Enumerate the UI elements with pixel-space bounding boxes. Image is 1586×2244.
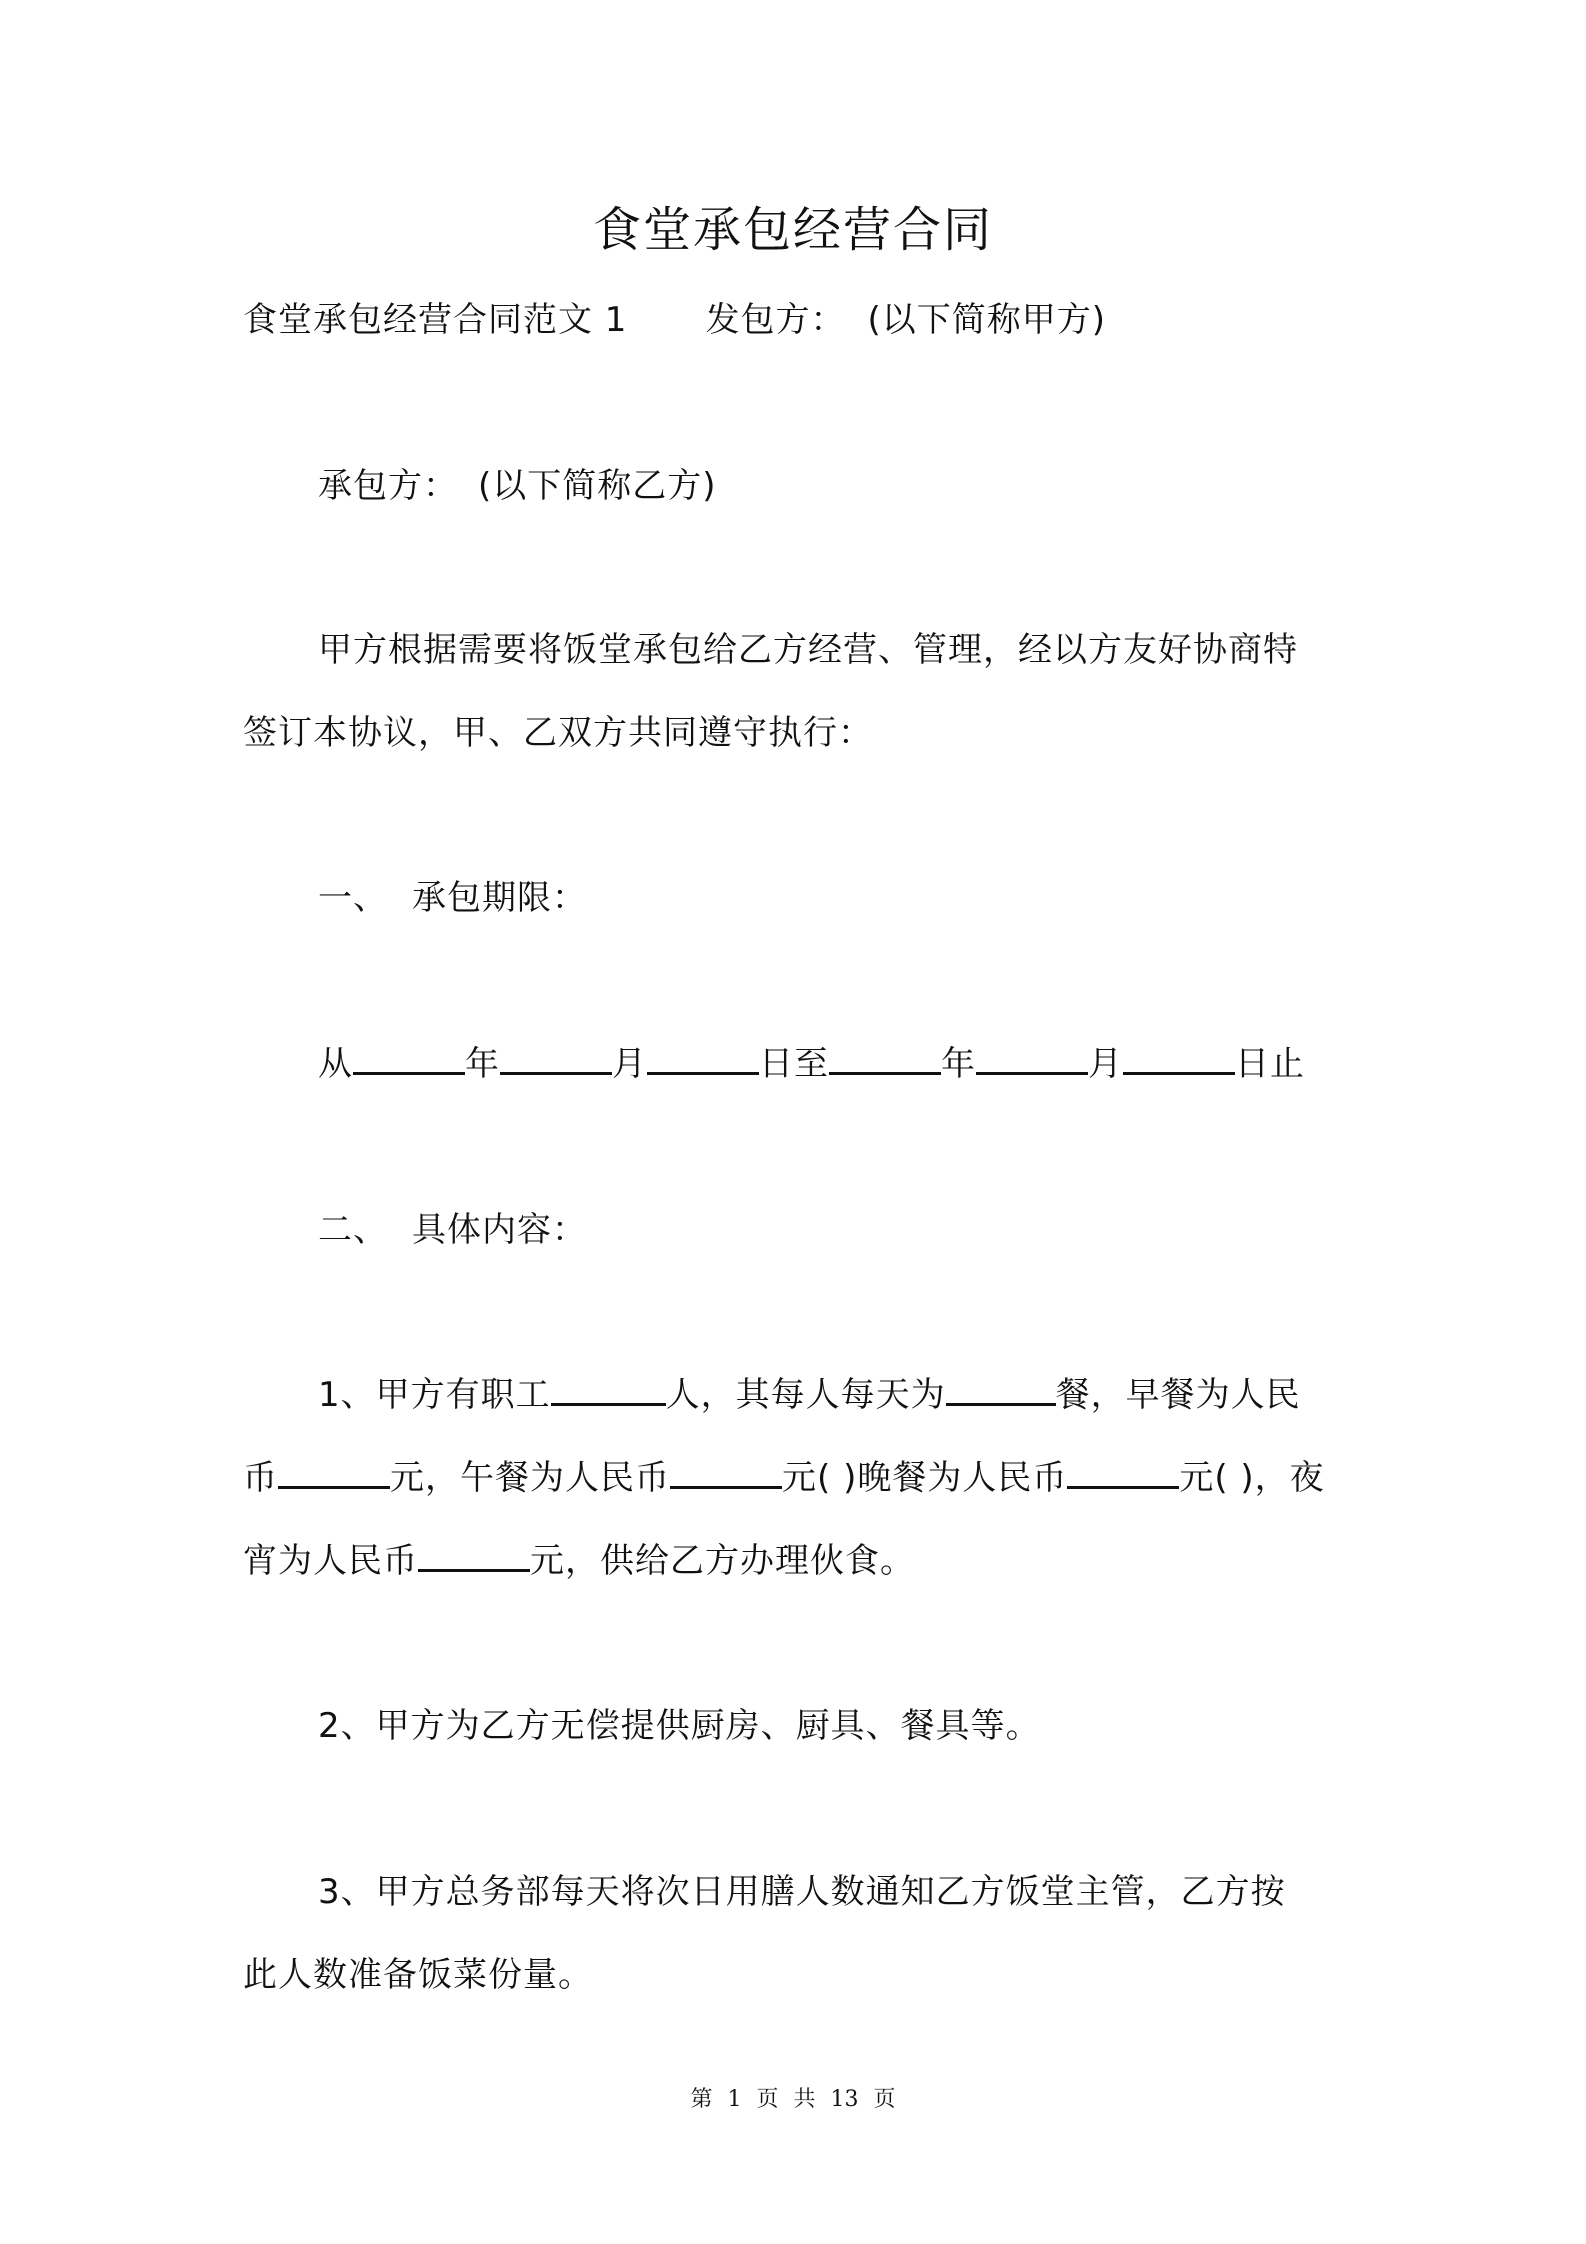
start-year-blank <box>353 1042 465 1075</box>
start-month-blank <box>500 1042 612 1075</box>
contractor-note: (以下简称乙方) <box>478 466 717 506</box>
contractor-line <box>318 464 717 508</box>
page-number-footer: 第 1 页 共 13 页 <box>690 2087 896 2112</box>
dinner-price-blank <box>1067 1456 1179 1489</box>
item-1-text-h: 宵为人民币 <box>243 1541 418 1581</box>
section-2-title: 具体内容： <box>412 1210 587 1250</box>
period-day-2: 日止 <box>1235 1044 1305 1084</box>
period-from: 从 <box>318 1044 353 1084</box>
item-2-line: 2、甲方为乙方无偿提供厨房、厨具、餐具等。 <box>318 1706 1041 1746</box>
item-1-line-1 <box>318 1373 1301 1417</box>
item-1-text-f: 元( )晚餐为人民币 <box>782 1458 1068 1498</box>
period-month-1: 月 <box>612 1044 647 1084</box>
start-day-blank <box>647 1042 759 1075</box>
intro-line <box>243 298 1106 342</box>
intro-sample-label: 食堂承包经营合同范文 1 <box>243 300 628 340</box>
item-1-text-i: 元，供给乙方办理伙食。 <box>530 1541 915 1581</box>
document-title: 食堂承包经营合同 <box>592 202 993 258</box>
preamble-line-1: 甲方根据需要将饭堂承包给乙方经营、管理，经以方友好协商特 <box>318 630 1298 670</box>
period-line <box>318 1042 1305 1086</box>
item-1-line-2 <box>243 1456 1325 1500</box>
item-1-line-3 <box>243 1539 915 1583</box>
breakfast-price-blank <box>278 1456 390 1489</box>
item-1-text-b: 人，其每人每天为 <box>665 1375 946 1415</box>
item-1-text-d: 币 <box>243 1458 278 1498</box>
lunch-price-blank <box>670 1456 782 1489</box>
staff-count-blank <box>551 1373 666 1406</box>
period-year-2: 年 <box>941 1044 976 1084</box>
meals-count-blank <box>946 1373 1056 1406</box>
end-year-blank <box>829 1042 941 1075</box>
end-day-blank <box>1123 1042 1235 1075</box>
item-1-text-a: 1、甲方有职工 <box>318 1375 551 1415</box>
section-1-title: 承包期限： <box>412 878 587 918</box>
period-month-2: 月 <box>1088 1044 1123 1084</box>
item-1-text-g: 元( )，夜 <box>1179 1458 1325 1498</box>
section-2-heading <box>318 1208 587 1252</box>
item-1-text-e: 元，午餐为人民币 <box>390 1458 670 1498</box>
end-month-blank <box>976 1042 1088 1075</box>
section-1-number: 一、 <box>318 878 388 918</box>
late-snack-price-blank <box>418 1539 530 1572</box>
issuer-label: 发包方： <box>705 300 846 340</box>
contractor-label: 承包方： <box>318 466 458 506</box>
preamble-line-2: 签订本协议，甲、乙双方共同遵守执行： <box>243 713 873 753</box>
item-3-line-2: 此人数准备饭菜份量。 <box>243 1955 593 1995</box>
period-day-1: 日至 <box>759 1044 829 1084</box>
section-1-heading <box>318 876 587 920</box>
item-1-text-c: 餐，早餐为人民 <box>1055 1375 1301 1415</box>
section-2-number: 二、 <box>318 1210 388 1250</box>
item-3-line-1: 3、甲方总务部每天将次日用膳人数通知乙方饭堂主管，乙方按 <box>318 1872 1286 1912</box>
period-year-1: 年 <box>465 1044 500 1084</box>
issuer-note: (以下简称甲方) <box>867 300 1106 340</box>
